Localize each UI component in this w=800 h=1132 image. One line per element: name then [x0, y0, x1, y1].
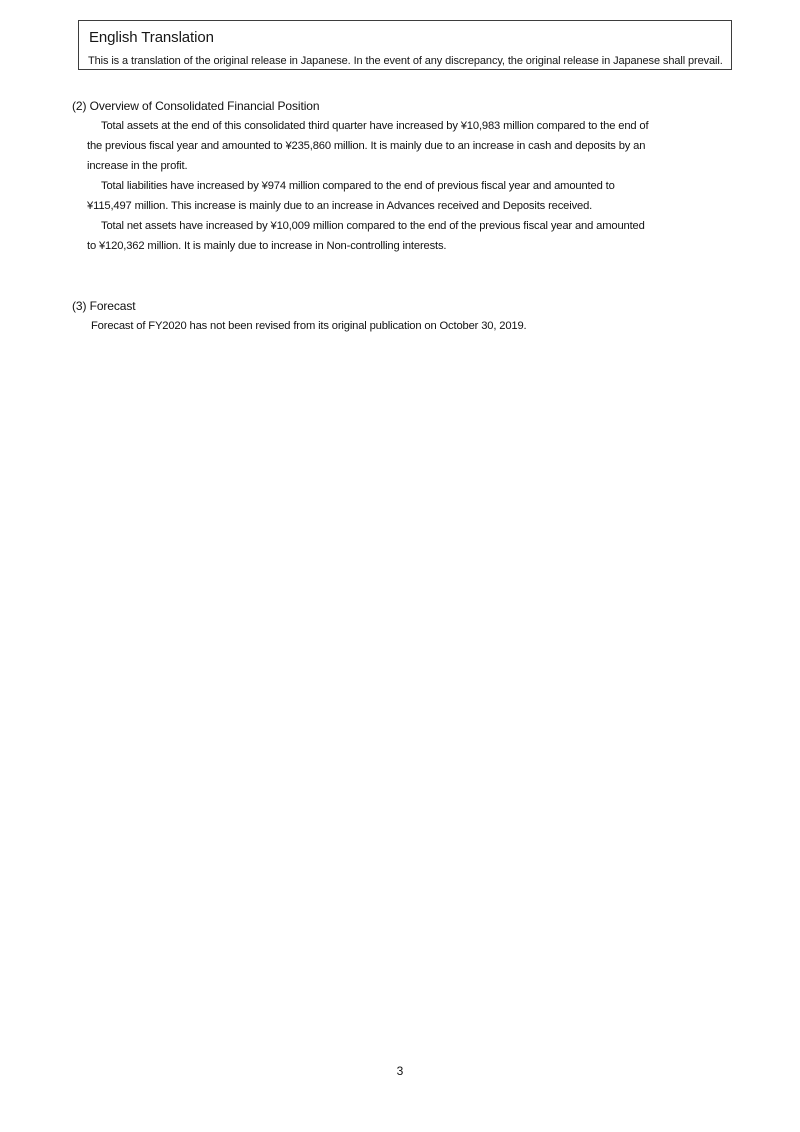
translation-notice-title: English Translation: [89, 29, 214, 46]
section-financial-position: [72, 96, 762, 256]
section-forecast: [72, 296, 762, 336]
paragraph-line: increase in the profit.: [87, 160, 188, 172]
paragraph-line: Total assets at the end of this consolidated third quarter have increased by ¥10,983 million compared to the end of: [101, 120, 649, 132]
paragraph-line: Total net assets have increased by ¥10,009 million compared to the end of the previous fiscal year and amounted: [101, 220, 645, 232]
section-heading-financial-position: (2) Overview of Consolidated Financial Position: [72, 99, 320, 113]
page-number: 3: [396, 1064, 404, 1078]
paragraph-line: Total liabilities have increased by ¥974 million compared to the end of previous fiscal year and amounted to: [101, 180, 615, 192]
translation-notice-box: [78, 20, 732, 70]
paragraph-line: Forecast of FY2020 has not been revised from its original publication on October 30, 2019.: [91, 320, 527, 332]
paragraph-line: to ¥120,362 million. It is mainly due to increase in Non-controlling interests.: [87, 240, 447, 252]
section-heading-forecast: (3) Forecast: [72, 299, 136, 313]
translation-notice-disclaimer: This is a translation of the original release in Japanese. In the event of any discrepancy, the original release in Japanese shall prevail.: [88, 55, 723, 67]
paragraph-line: the previous fiscal year and amounted to ¥235,860 million. It is mainly due to an increase in cash and deposits by an: [87, 140, 646, 152]
paragraph-line: ¥115,497 million. This increase is mainly due to an increase in Advances received and Deposits received.: [87, 200, 593, 212]
